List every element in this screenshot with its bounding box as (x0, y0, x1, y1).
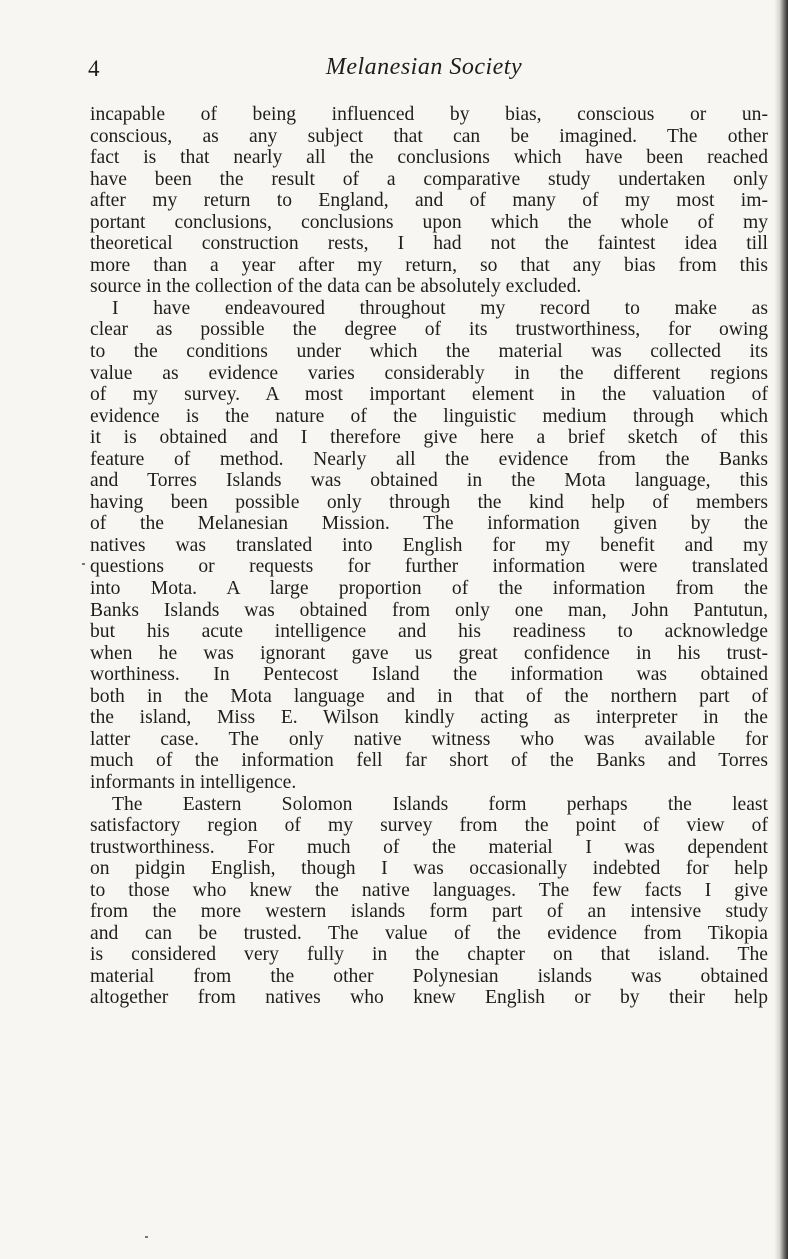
text-line: have been the result of a comparative study undertaken only (90, 168, 768, 190)
text-line: theoretical construction rests, I had not the faintest idea till (90, 233, 768, 255)
text-line: latter case. The only native witness who was available for (90, 728, 768, 750)
text-line: material from the other Polynesian islands was obtained (90, 965, 768, 987)
text-line: source in the collection of the data can be absolutely excluded. (90, 276, 582, 298)
text-line: when he was ignorant gave us great confidence in his trust- (90, 642, 768, 664)
running-title: Melanesian Society (325, 54, 523, 80)
text-line: of my survey. A most important element in the valuation of (90, 384, 768, 406)
text-line: The Eastern Solomon Islands form perhaps the least (112, 793, 768, 815)
footer-mark (145, 1236, 148, 1238)
text-line: fact is that nearly all the conclusions which have been reached (90, 147, 768, 169)
text-line: altogether from natives who knew English or by their help (90, 987, 768, 1009)
text-line: both in the Mota language and in that of the northern part of (90, 685, 768, 707)
text-line: evidence is the nature of the linguistic medium through which (90, 405, 768, 427)
text-line: questions or requests for further information were translated (90, 556, 768, 578)
text-line: more than a year after my return, so that any bias from this (90, 254, 768, 276)
page-number: 4 (88, 56, 100, 81)
text-line: incapable of being influenced by bias, conscious or un- (90, 104, 768, 125)
text-line: and can be trusted. The value of the evidence from Tikopia (90, 922, 768, 944)
text-line: it is obtained and I therefore give here a brief sketch of this (90, 427, 768, 449)
margin-mark (82, 563, 85, 565)
text-line: is considered very fully in the chapter on that island. The (90, 944, 768, 966)
text-line: having been possible only through the kind help of members (90, 491, 768, 513)
text-line: trustworthiness. For much of the material I was dependent (90, 836, 768, 858)
text-line: I have endeavoured throughout my record to make as (112, 297, 768, 319)
text-line: from the more western islands form part of an intensive study (90, 901, 768, 923)
text-line: feature of method. Nearly all the evidence from the Banks (90, 448, 768, 470)
text-line: portant conclusions, conclusions upon which the whole of my (90, 211, 768, 233)
text-line: Banks Islands was obtained from only one man, John Pantutun, (90, 599, 768, 621)
text-line: value as evidence varies considerably in the different regions (90, 362, 768, 384)
text-line: on pidgin English, though I was occasionally indebted for help (90, 858, 768, 880)
text-line: to the conditions under which the material was collected its (90, 341, 768, 363)
text-line: after my return to England, and of many of my most im- (90, 190, 768, 212)
text-line: worthiness. In Pentecost Island the information was obtained (90, 664, 768, 686)
text-line: into Mota. A large proportion of the information from the (90, 578, 768, 600)
text-line: natives was translated into English for my benefit and my (90, 534, 768, 556)
text-line: and Torres Islands was obtained in the Mota language, this (90, 470, 768, 492)
page-edge-shadow (774, 0, 788, 1259)
text-line: to those who knew the native languages. The few facts I give (90, 879, 768, 901)
text-line: satisfactory region of my survey from the point of view of (90, 815, 768, 837)
text-line: clear as possible the degree of its trustworthiness, for owing (90, 319, 768, 341)
body-text (90, 104, 768, 1009)
text-line: of the Melanesian Mission. The information given by the (90, 513, 768, 535)
text-line: conscious, as any subject that can be imagined. The other (90, 125, 768, 147)
text-line: much of the information fell far short of the Banks and Torres (90, 750, 768, 772)
text-line: informants in intelligence. (90, 771, 297, 793)
text-line: the island, Miss E. Wilson kindly acting as interpreter in the (90, 707, 768, 729)
text-line: but his acute intelligence and his readiness to acknowledge (90, 621, 768, 643)
